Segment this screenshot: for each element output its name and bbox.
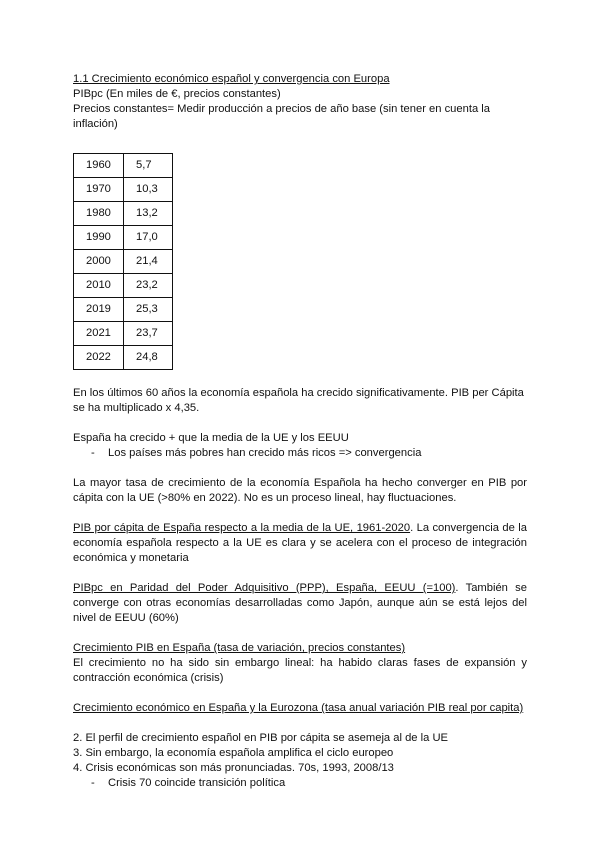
year-cell: 2022 [74,346,124,370]
year-cell: 2019 [74,298,124,322]
year-cell: 1990 [74,226,124,250]
chart-link-eurozone[interactable]: Crecimiento económico en España y la Eurozona (tasa anual variación PIB real por capita) [73,702,524,714]
pib-table [73,153,173,370]
section-heading: 1.1 Crecimiento económico español y convergencia con Europa [73,73,390,85]
year-cell: 2000 [74,250,124,274]
year-cell: 1970 [74,178,124,202]
bullet-text: Los países más pobres han crecido más ricos => convergencia [108,447,422,459]
table-row [74,202,173,226]
bullet-text: Crisis 70 coincide transición política [108,777,286,789]
paragraph-cycles: El crecimiento no ha sido sin embargo lineal: ha habido claras fases de expansión y contracción económica (crisis) [73,657,527,684]
table-row [74,322,173,346]
chart-link-eu-average[interactable]: PIB por cápita de España respecto a la media de la UE, 1961-2020 [73,522,411,534]
bullet-convergence [73,446,527,461]
dash-marker: - [91,777,95,789]
paragraph-convergence: La mayor tasa de crecimiento de la economía Española ha hecho converger en PIB por cápita con la UE (>80% en 2022). No es un proceso lineal, hay fluctuaciones. [73,477,527,504]
value-cell: 17,0 [124,226,173,250]
chart-link-gdp-growth[interactable]: Crecimiento PIB en España (tasa de variación, precios constantes) [73,642,406,654]
value-cell: 10,3 [124,178,173,202]
section-subtitle: PIBpc (En miles de €, precios constantes) [73,88,281,100]
table-row [74,346,173,370]
value-cell: 24,8 [124,346,173,370]
year-cell: 1960 [74,154,124,178]
value-cell: 13,2 [124,202,173,226]
year-cell: 2021 [74,322,124,346]
year-cell: 1980 [74,202,124,226]
definition-text: Precios constantes= Medir producción a precios de año base (sin tener en cuenta la inflación) [73,103,490,130]
paragraph-ppp [73,581,527,626]
year-cell: 2010 [74,274,124,298]
value-cell: 5,7 [124,154,173,178]
paragraph-growth: En los últimos 60 años la economía española ha crecido significativamente. PIB per Cápita se ha multiplicado x 4,35. [73,387,524,414]
table-row [74,226,173,250]
bullet-crisis [73,776,527,791]
value-cell: 23,7 [124,322,173,346]
value-cell: 25,3 [124,298,173,322]
paragraph-comparison: España ha crecido + que la media de la UE y los EEUU [73,432,349,444]
table-row [74,154,173,178]
dash-marker: - [91,447,95,459]
list-item: 2. El perfil de crecimiento español en PIB por cápita se asemeja al de la UE [73,732,448,744]
document-content [73,72,527,791]
list-item: 3. Sin embargo, la economía española amplifica el ciclo europeo [73,747,394,759]
value-cell: 21,4 [124,250,173,274]
list-item: 4. Crisis económicas son más pronunciadas. 70s, 1993, 2008/13 [73,762,394,774]
value-cell: 23,2 [124,274,173,298]
paragraph-ppp-text: . También se converge con otras economías desarrolladas como Japón, aunque aún se está lejos del nivel de EEUU (60%) [73,582,527,624]
paragraph-eu-average-text: . La convergencia de la economía española respecto a la UE es clara y se acelera con el proceso de integración económica y monetaria [73,522,527,564]
table-row [74,298,173,322]
table-row [74,274,173,298]
chart-link-ppp[interactable]: PIBpc en Paridad del Poder Adquisitivo (PPP), España, EEUU (=100) [73,582,456,594]
table-row [74,250,173,274]
table-row [74,178,173,202]
paragraph-eu-average [73,521,527,566]
